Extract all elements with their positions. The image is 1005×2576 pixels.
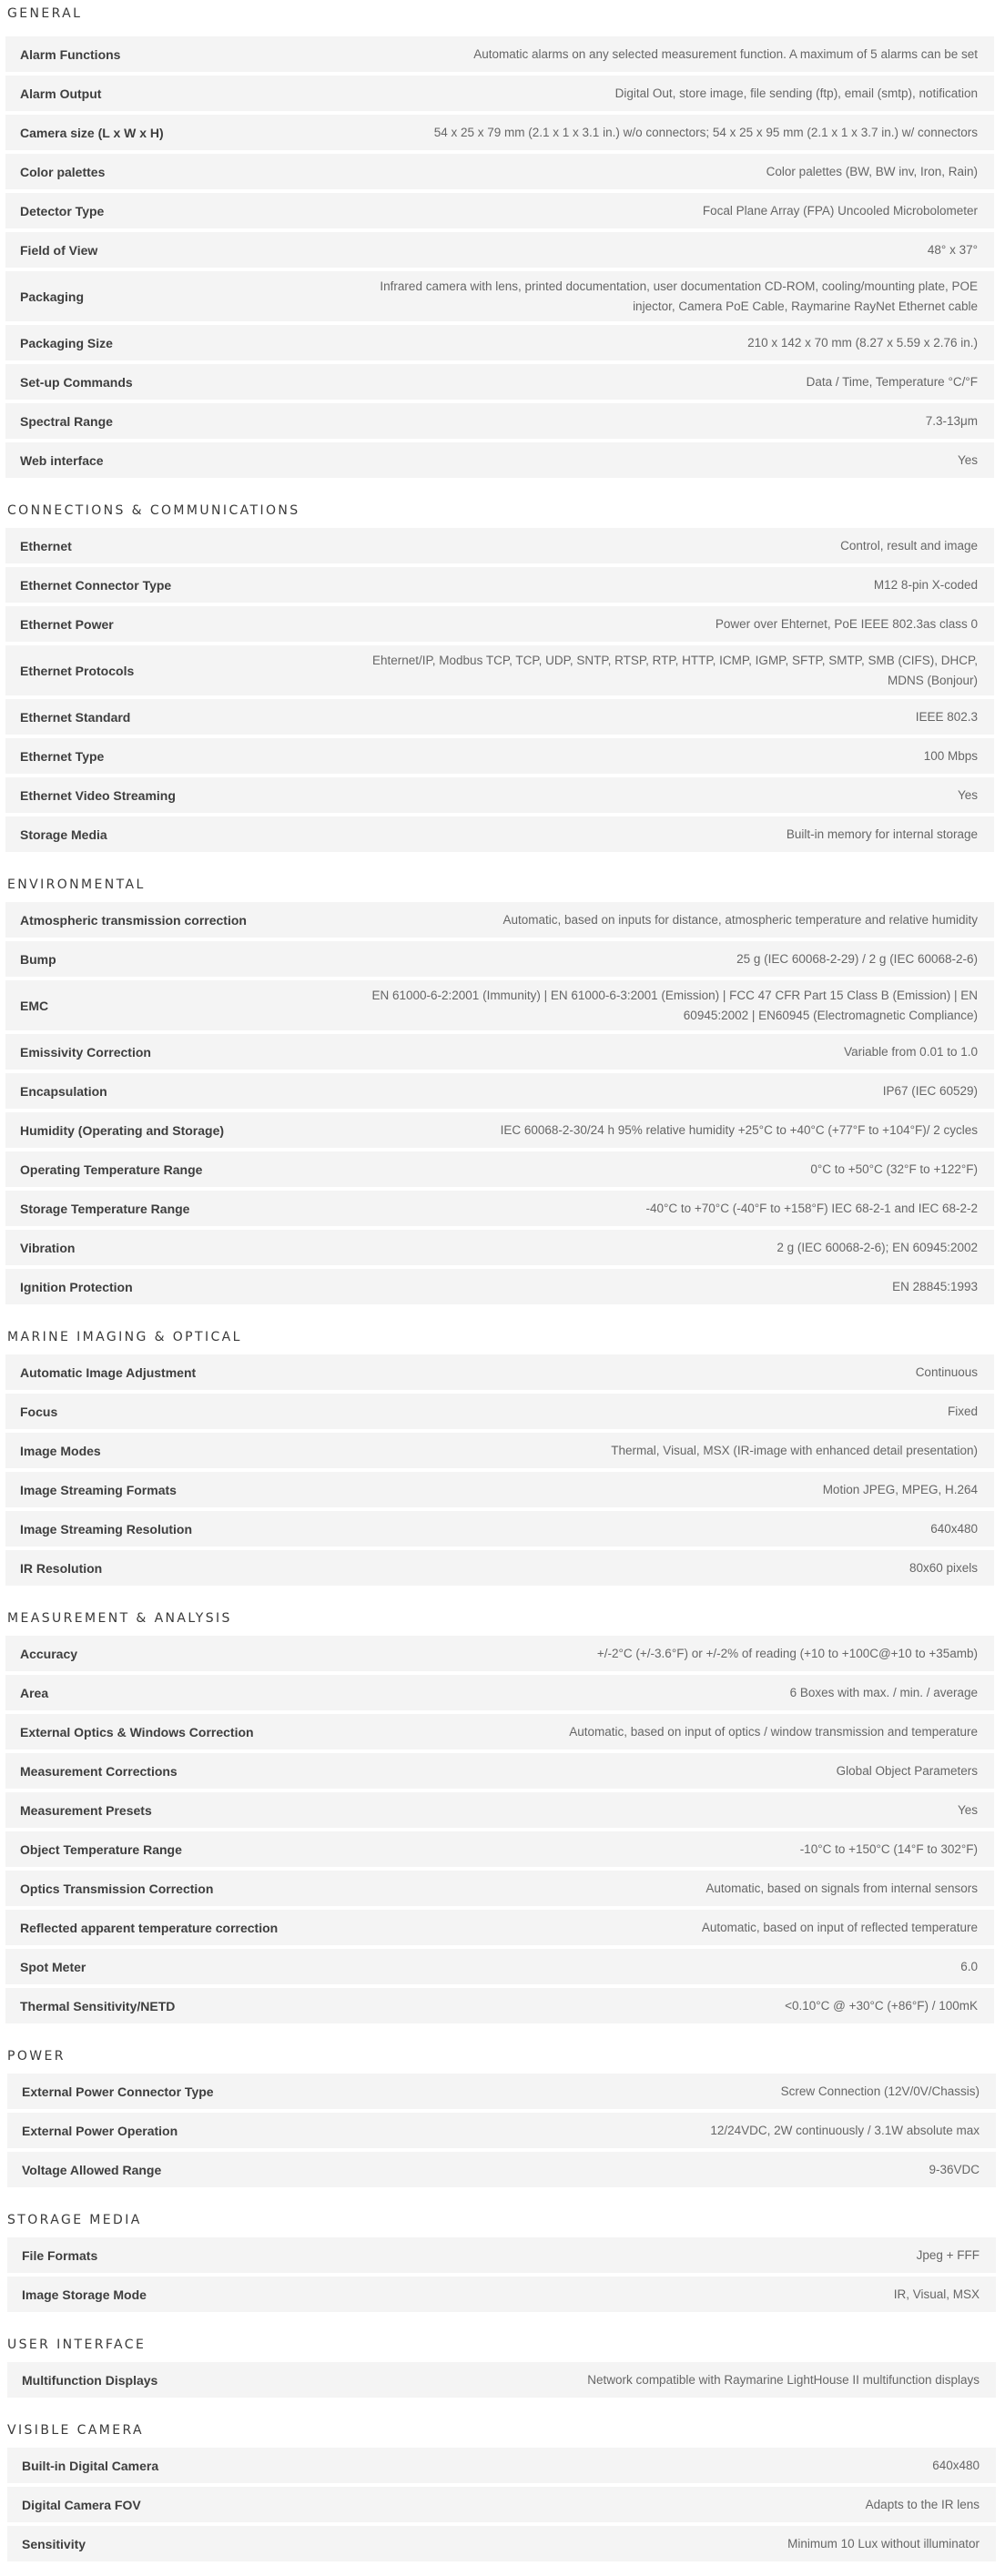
spec-label: Web interface — [20, 452, 104, 468]
spec-value: Adapts to the IR lens — [865, 2497, 980, 2511]
spec-value: Color palettes (BW, BW inv, Iron, Rain) — [766, 164, 978, 178]
spec-row-packaging — [5, 271, 994, 321]
spec-row-storage-temperature-range — [5, 1191, 994, 1226]
spec-value: 80x60 pixels — [909, 1560, 978, 1575]
spec-value: Infrared camera with lens, printed documentation, user documentation CD-ROM, cooling/mounting plate, POE injector, Camera PoE Cable, Raymarine RayNet Ethernet cable — [380, 279, 978, 313]
spec-row-ethernet-protocols — [5, 645, 994, 695]
spec-value: Variable from 0.01 to 1.0 — [844, 1044, 978, 1059]
spec-row-external-power-connector-type — [7, 2074, 996, 2109]
spec-value: 210 x 142 x 70 mm (8.27 x 5.59 x 2.76 in.) — [747, 335, 978, 350]
spec-row-voltage-allowed-range — [7, 2152, 996, 2187]
spec-row-operating-temperature-range — [5, 1151, 994, 1187]
spec-row-emissivity-correction — [5, 1034, 994, 1070]
section-heading-user-interface: USER INTERFACE — [7, 2338, 147, 2352]
spec-value: Minimum 10 Lux without illuminator — [787, 2536, 980, 2551]
spec-label: Operating Temperature Range — [20, 1161, 203, 1177]
spec-value: 640x480 — [930, 1521, 978, 1536]
spec-row-automatic-image-adjustment — [5, 1354, 994, 1390]
spec-label: Atmospheric transmission correction — [20, 912, 247, 928]
spec-value: Thermal, Visual, MSX (IR-image with enhanced detail presentation) — [611, 1443, 978, 1457]
spec-label: Field of View — [20, 242, 98, 258]
spec-row-measurement-corrections — [5, 1753, 994, 1789]
spec-value: IEC 60068-2-30/24 h 95% relative humidity +25°C to +40°C (+77°F to +104°F)/ 2 cycles — [500, 1122, 978, 1137]
spec-label: Automatic Image Adjustment — [20, 1364, 197, 1380]
spec-label: Digital Camera FOV — [22, 2497, 141, 2512]
spec-row-spot-meter — [5, 1949, 994, 1984]
spec-label: Image Streaming Resolution — [20, 1521, 193, 1536]
spec-value: 54 x 25 x 79 mm (2.1 x 1 x 3.1 in.) w/o connectors; 54 x 25 x 95 mm (2.1 x 1 x 3.7 in.) w/ connectors — [433, 125, 978, 139]
spec-row-area — [5, 1675, 994, 1710]
spec-value: Global Object Parameters — [836, 1763, 978, 1778]
spec-value: <0.10°C @ +30°C (+86°F) / 100mK — [785, 1998, 978, 2013]
spec-row-ethernet-type — [5, 738, 994, 774]
spec-label: Spot Meter — [20, 1959, 86, 1974]
spec-label: EMC — [20, 998, 49, 1013]
spec-label: Optics Transmission Correction — [20, 1881, 214, 1896]
spec-row-ignition-protection — [5, 1269, 994, 1304]
spec-row-field-of-view — [5, 232, 994, 268]
spec-row-external-power-operation — [7, 2113, 996, 2148]
spec-label: Detector Type — [20, 203, 105, 218]
spec-label: External Optics & Windows Correction — [20, 1724, 254, 1739]
spec-value: Built-in memory for internal storage — [786, 827, 978, 841]
spec-row-ir-resolution — [5, 1550, 994, 1586]
spec-value: Automatic, based on input of reflected temperature — [701, 1920, 978, 1934]
spec-value: 25 g (IEC 60068-2-29) / 2 g (IEC 60068-2-6) — [736, 951, 978, 966]
spec-label: Storage Temperature Range — [20, 1201, 190, 1216]
section-heading-visible-camera: VISIBLE CAMERA — [7, 2423, 145, 2438]
spec-value: Power over Ehternet, PoE IEEE 802.3as class 0 — [715, 616, 978, 631]
spec-label: Alarm Output — [20, 86, 102, 101]
spec-label: Encapsulation — [20, 1083, 107, 1099]
spec-label: Spectral Range — [20, 413, 113, 429]
spec-row-ethernet-connector-type — [5, 567, 994, 603]
spec-value: EN 28845:1993 — [892, 1279, 978, 1293]
spec-label: Image Storage Mode — [22, 2287, 147, 2302]
spec-label: Set-up Commands — [20, 374, 133, 390]
spec-row-camera-size-l-x-w-x-h — [5, 115, 994, 150]
section-heading-storage-media: STORAGE MEDIA — [7, 2213, 142, 2227]
spec-label: External Power Connector Type — [22, 2084, 214, 2099]
spec-row-spectral-range — [5, 403, 994, 439]
spec-row-web-interface — [5, 442, 994, 478]
spec-label: Ignition Protection — [20, 1279, 133, 1294]
spec-label: Ethernet — [20, 538, 72, 553]
spec-label: External Power Operation — [22, 2123, 178, 2138]
spec-row-file-formats — [7, 2237, 996, 2273]
spec-label: IR Resolution — [20, 1560, 103, 1576]
spec-row-color-palettes — [5, 154, 994, 189]
spec-label: Packaging Size — [20, 335, 113, 350]
spec-value: Automatic, based on signals from internal sensors — [706, 1881, 978, 1895]
spec-value: Jpeg + FFF — [916, 2247, 980, 2262]
spec-value: 48° x 37° — [927, 242, 978, 257]
spec-row-reflected-apparent-temperature-correction — [5, 1910, 994, 1945]
spec-value: Fixed — [947, 1404, 978, 1418]
spec-row-multifunction-displays — [7, 2362, 996, 2398]
spec-value: 12/24VDC, 2W continuously / 3.1W absolute max — [710, 2123, 980, 2137]
spec-label: Ethernet Type — [20, 748, 105, 764]
spec-row-accuracy — [5, 1636, 994, 1671]
section-heading-measurement-and-analysis: MEASUREMENT & ANALYSIS — [7, 1611, 232, 1626]
spec-value: 6.0 — [960, 1959, 978, 1973]
spec-row-image-streaming-formats — [5, 1472, 994, 1507]
spec-label: Storage Media — [20, 827, 107, 842]
spec-value: EN 61000-6-2:2001 (Immunity) | EN 61000-6-3:2001 (Emission) | FCC 47 CFR Part 15 Class B (Emission) | EN 60945:2002 | EN60945 (Electromagnetic Compliance) — [371, 988, 978, 1022]
spec-value: Automatic alarms on any selected measurement function. A maximum of 5 alarms can be set — [473, 46, 978, 61]
spec-label: Area — [20, 1685, 49, 1700]
spec-label: Multifunction Displays — [22, 2372, 158, 2388]
spec-value: Yes — [957, 452, 978, 467]
spec-value: Data / Time, Temperature °C/°F — [806, 374, 978, 389]
section-heading-marine-imaging-and-optical: MARINE IMAGING & OPTICAL — [7, 1330, 242, 1344]
spec-row-detector-type — [5, 193, 994, 228]
spec-row-image-modes — [5, 1433, 994, 1468]
spec-value: Automatic, based on input of optics / window transmission and temperature — [569, 1724, 978, 1739]
spec-row-alarm-output — [5, 76, 994, 111]
spec-row-emc — [5, 980, 994, 1030]
spec-label: Sensitivity — [22, 2536, 86, 2551]
spec-label: Measurement Presets — [20, 1802, 152, 1818]
spec-value: Network compatible with Raymarine LightHouse II multifunction displays — [587, 2372, 980, 2387]
spec-value: Focal Plane Array (FPA) Uncooled Microbolometer — [702, 203, 978, 218]
spec-value: IEEE 802.3 — [915, 709, 978, 724]
spec-label: Vibration — [20, 1240, 76, 1255]
spec-label: Measurement Corrections — [20, 1763, 178, 1779]
spec-label: Focus — [20, 1404, 58, 1419]
spec-label: Image Streaming Formats — [20, 1482, 177, 1497]
spec-value: Automatic, based on inputs for distance, atmospheric temperature and relative humidity — [502, 912, 978, 927]
spec-row-ethernet-video-streaming — [5, 777, 994, 813]
section-heading-connections-and-communications: CONNECTIONS & COMMUNICATIONS — [7, 503, 300, 518]
spec-label: File Formats — [22, 2247, 98, 2263]
spec-label: Packaging — [20, 289, 85, 304]
spec-value: 0°C to +50°C (32°F to +122°F) — [810, 1161, 978, 1176]
spec-label: Thermal Sensitivity/NETD — [20, 1998, 176, 2013]
spec-label: Ethernet Power — [20, 616, 114, 632]
spec-row-measurement-presets — [5, 1792, 994, 1828]
spec-row-image-streaming-resolution — [5, 1511, 994, 1547]
spec-row-set-up-commands — [5, 364, 994, 400]
spec-label: Object Temperature Range — [20, 1841, 182, 1857]
spec-label: Built-in Digital Camera — [22, 2458, 159, 2473]
spec-row-focus — [5, 1394, 994, 1429]
spec-value: 7.3-13μm — [925, 413, 978, 428]
spec-value: Motion JPEG, MPEG, H.264 — [822, 1482, 978, 1496]
spec-value: 640x480 — [932, 2458, 980, 2472]
spec-value: Ehternet/IP, Modbus TCP, TCP, UDP, SNTP, RTSP, RTP, HTTP, ICMP, IGMP, SFTP, SMTP, SMB (CIFS), DHCP, MDNS (Bonjour) — [371, 653, 978, 687]
spec-label: Ethernet Video Streaming — [20, 787, 176, 803]
spec-label: Ethernet Connector Type — [20, 577, 172, 593]
spec-row-ethernet-standard — [5, 699, 994, 735]
spec-value: Control, result and image — [840, 538, 978, 553]
spec-label: Accuracy — [20, 1646, 78, 1661]
spec-row-external-optics-and-windows-correction — [5, 1714, 994, 1749]
spec-row-encapsulation — [5, 1073, 994, 1109]
spec-label: Image Modes — [20, 1443, 101, 1458]
spec-label: Reflected apparent temperature correction — [20, 1920, 279, 1935]
spec-value: 6 Boxes with max. / min. / average — [789, 1685, 978, 1699]
spec-value: Yes — [957, 787, 978, 802]
spec-value: -40°C to +70°C (-40°F to +158°F) IEC 68-2-1 and IEC 68-2-2 — [645, 1201, 978, 1215]
section-heading-environmental: ENVIRONMENTAL — [7, 877, 146, 892]
spec-value: Yes — [957, 1802, 978, 1817]
spec-value: Digital Out, store image, file sending (ftp), email (smtp), notification — [614, 86, 978, 100]
spec-row-vibration — [5, 1230, 994, 1265]
spec-value: 100 Mbps — [923, 748, 978, 763]
spec-value: 9-36VDC — [929, 2162, 980, 2176]
spec-value: -10°C to +150°C (14°F to 302°F) — [799, 1841, 978, 1856]
section-heading-general: GENERAL — [7, 6, 83, 21]
spec-row-image-storage-mode — [7, 2277, 996, 2312]
spec-row-ethernet — [5, 528, 994, 563]
spec-row-ethernet-power — [5, 606, 994, 642]
spec-row-packaging-size — [5, 325, 994, 360]
spec-value: IR, Visual, MSX — [893, 2287, 980, 2301]
spec-row-atmospheric-transmission-correction — [5, 902, 994, 938]
spec-row-sensitivity — [7, 2526, 996, 2561]
spec-value: Continuous — [915, 1364, 978, 1379]
spec-row-digital-camera-fov — [7, 2487, 996, 2522]
spec-value: +/-2°C (+/-3.6°F) or +/-2% of reading (+10 to +100C@+10 to +35amb) — [596, 1646, 978, 1660]
spec-value: 2 g (IEC 60068-2-6); EN 60945:2002 — [777, 1240, 978, 1254]
spec-row-optics-transmission-correction — [5, 1871, 994, 1906]
spec-label: Color palettes — [20, 164, 106, 179]
spec-value: IP67 (IEC 60529) — [882, 1083, 978, 1098]
spec-row-built-in-digital-camera — [7, 2448, 996, 2483]
spec-label: Ethernet Standard — [20, 709, 131, 725]
spec-label: Alarm Functions — [20, 46, 121, 62]
spec-row-object-temperature-range — [5, 1831, 994, 1867]
spec-label: Bump — [20, 951, 56, 967]
spec-label: Voltage Allowed Range — [22, 2162, 162, 2177]
spec-value: M12 8-pin X-coded — [873, 577, 978, 592]
spec-label: Ethernet Protocols — [20, 663, 135, 678]
spec-row-alarm-functions — [5, 36, 994, 72]
spec-label: Camera size (L x W x H) — [20, 125, 164, 140]
spec-row-bump — [5, 941, 994, 977]
spec-label: Humidity (Operating and Storage) — [20, 1122, 225, 1138]
spec-value: Screw Connection (12V/0V/Chassis) — [780, 2084, 980, 2098]
spec-row-humidity-operating-and-storage — [5, 1112, 994, 1148]
spec-row-storage-media — [5, 816, 994, 852]
spec-row-thermal-sensitivity-netd — [5, 1988, 994, 2023]
section-heading-power: POWER — [7, 2049, 66, 2064]
spec-label: Emissivity Correction — [20, 1044, 151, 1060]
